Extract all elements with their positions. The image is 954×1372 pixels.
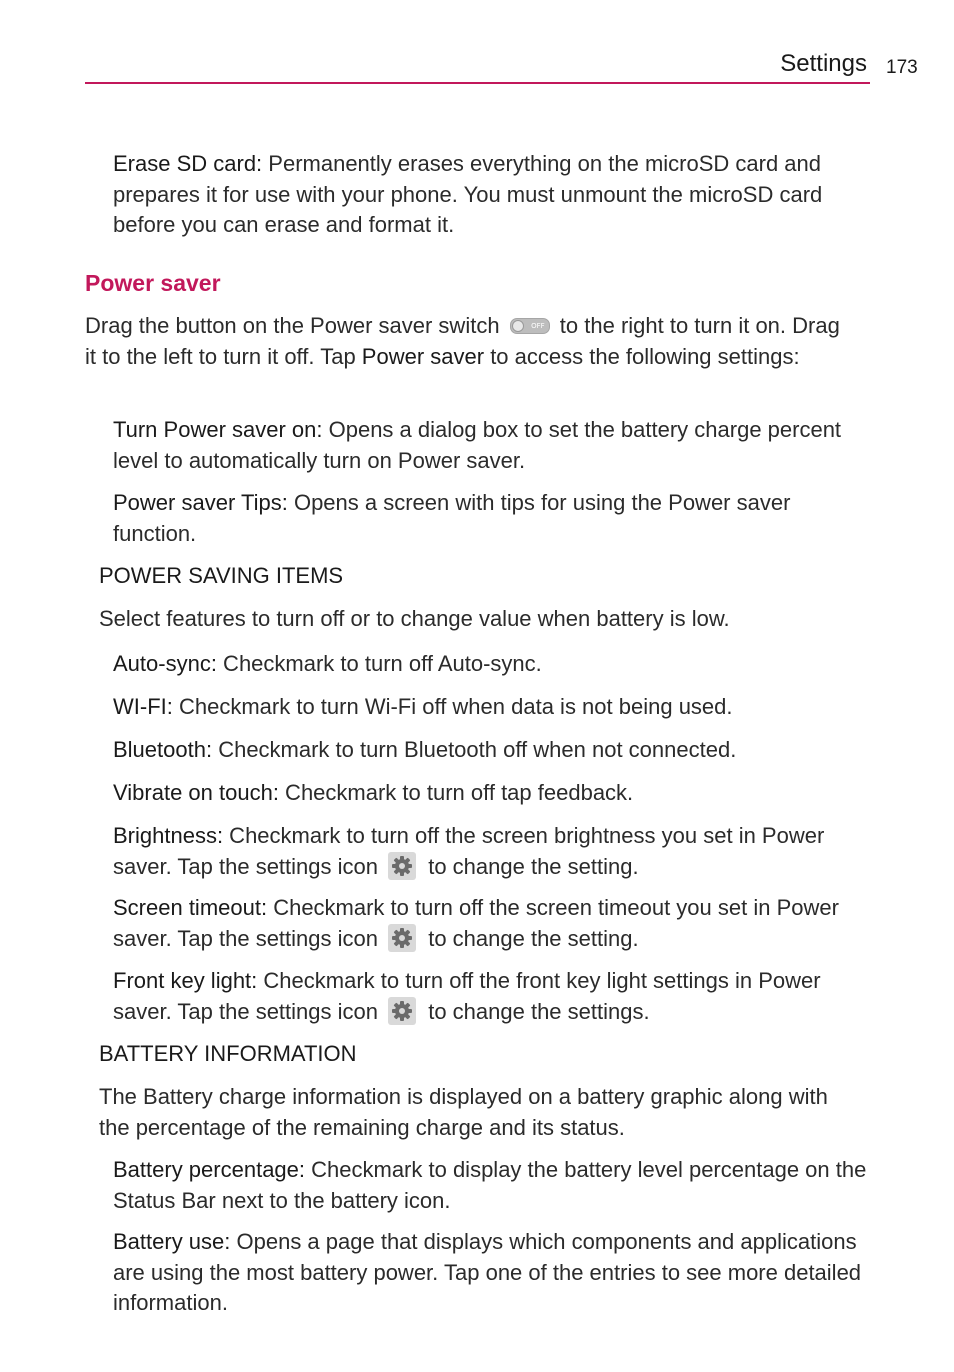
auto-sync-item: [113, 649, 883, 680]
screen-timeout-item: [113, 893, 853, 956]
power-saver-intro-part1: Drag the button on the Power saver switch: [85, 313, 506, 338]
battery-percentage-text: Checkmark to display the battery level percentage on the Status Bar next to the battery icon.: [113, 1157, 867, 1213]
power-saver-section-title: Power saver: [85, 270, 221, 296]
vibrate-on-touch-item: [113, 778, 883, 809]
vibrate-on-touch-term: Vibrate on touch:: [113, 780, 279, 805]
power-saver-intro-bold: Power saver: [361, 343, 485, 369]
battery-use-item: [113, 1227, 873, 1319]
toggle-knob: [512, 320, 524, 332]
auto-sync-term: Auto-sync:: [113, 651, 217, 676]
bluetooth-term: Bluetooth:: [113, 737, 213, 762]
brightness-term: Brightness:: [113, 823, 224, 848]
power-saver-tips-item: [113, 488, 873, 549]
header-title: Settings: [780, 50, 867, 77]
page-number: 173: [886, 57, 918, 78]
power-saving-items-heading: POWER SAVING ITEMS: [99, 563, 344, 588]
page-header: [85, 48, 870, 84]
battery-information-intro: The Battery charge information is displayed on a battery graphic along with the percentage of the remaining charge and its status.: [99, 1084, 828, 1140]
screen-timeout-text-1: Checkmark to turn off the screen timeout you set in Power saver. Tap the settings icon: [113, 895, 839, 951]
power-saver-tips-term: Power saver Tips:: [113, 490, 288, 515]
gear-icon: [388, 852, 416, 880]
battery-percentage-item: [113, 1155, 873, 1216]
brightness-text-2: to change the setting.: [422, 853, 639, 879]
screen-timeout-text-2: to change the setting.: [422, 925, 639, 951]
erase-sd-card-item: [113, 149, 883, 241]
front-key-light-text-2: to change the settings.: [422, 998, 650, 1024]
front-key-light-text-1: Checkmark to turn off the front key light settings in Power saver. Tap the settings icon: [113, 968, 821, 1024]
auto-sync-text: Checkmark to turn off Auto-sync.: [216, 651, 542, 676]
turn-power-saver-on-term: Turn Power saver on:: [113, 417, 323, 442]
front-key-light-item: [113, 966, 853, 1029]
battery-percentage-term: Battery percentage:: [113, 1157, 306, 1182]
bluetooth-item: [113, 735, 883, 766]
power-saver-intro-part2: to the right to turn it on. Drag it to the left to turn it off. Tap: [85, 313, 840, 369]
turn-power-saver-on-text: Opens a dialog box to set the battery charge percent level to automatically turn on Power saver.: [113, 417, 842, 473]
battery-use-text: Opens a page that displays which components and applications are using the most battery power. Tap one of the entries to see more detailed information.: [113, 1229, 862, 1315]
vibrate-on-touch-text: Checkmark to turn off tap feedback.: [278, 780, 634, 805]
power-saver-tips-text: Opens a screen with tips for using the Power saver function.: [113, 490, 791, 546]
erase-sd-card-term: Erase SD card:: [113, 151, 263, 176]
front-key-light-term: Front key light:: [113, 968, 258, 993]
battery-information-heading: BATTERY INFORMATION: [99, 1041, 357, 1066]
wifi-item: [113, 692, 883, 723]
brightness-text-1: Checkmark to turn off the screen brightness you set in Power saver. Tap the settings icon: [113, 823, 825, 879]
power-saver-intro: [85, 311, 855, 372]
power-saver-intro-part3: to access the following settings:: [484, 343, 800, 369]
gear-icon: [388, 997, 416, 1025]
wifi-text: Checkmark to turn Wi-Fi off when data is not being used.: [172, 694, 733, 719]
brightness-item: [113, 821, 848, 884]
power-saving-items-intro: Select features to turn off or to change value when battery is low.: [99, 606, 730, 631]
screen-timeout-term: Screen timeout:: [113, 895, 268, 920]
erase-sd-card-text: Permanently erases everything on the microSD card and prepares it for use with your phone. You must unmount the microSD card before you can erase and format it.: [113, 151, 823, 237]
gear-icon: [388, 924, 416, 952]
wifi-term: WI-FI:: [113, 694, 173, 719]
toggle-off-icon: [510, 318, 550, 334]
bluetooth-text: Checkmark to turn Bluetooth off when not connected.: [212, 737, 737, 762]
toggle-off-label: OFF: [531, 321, 545, 330]
battery-use-term: Battery use:: [113, 1229, 231, 1254]
turn-power-saver-on-item: [113, 415, 853, 476]
